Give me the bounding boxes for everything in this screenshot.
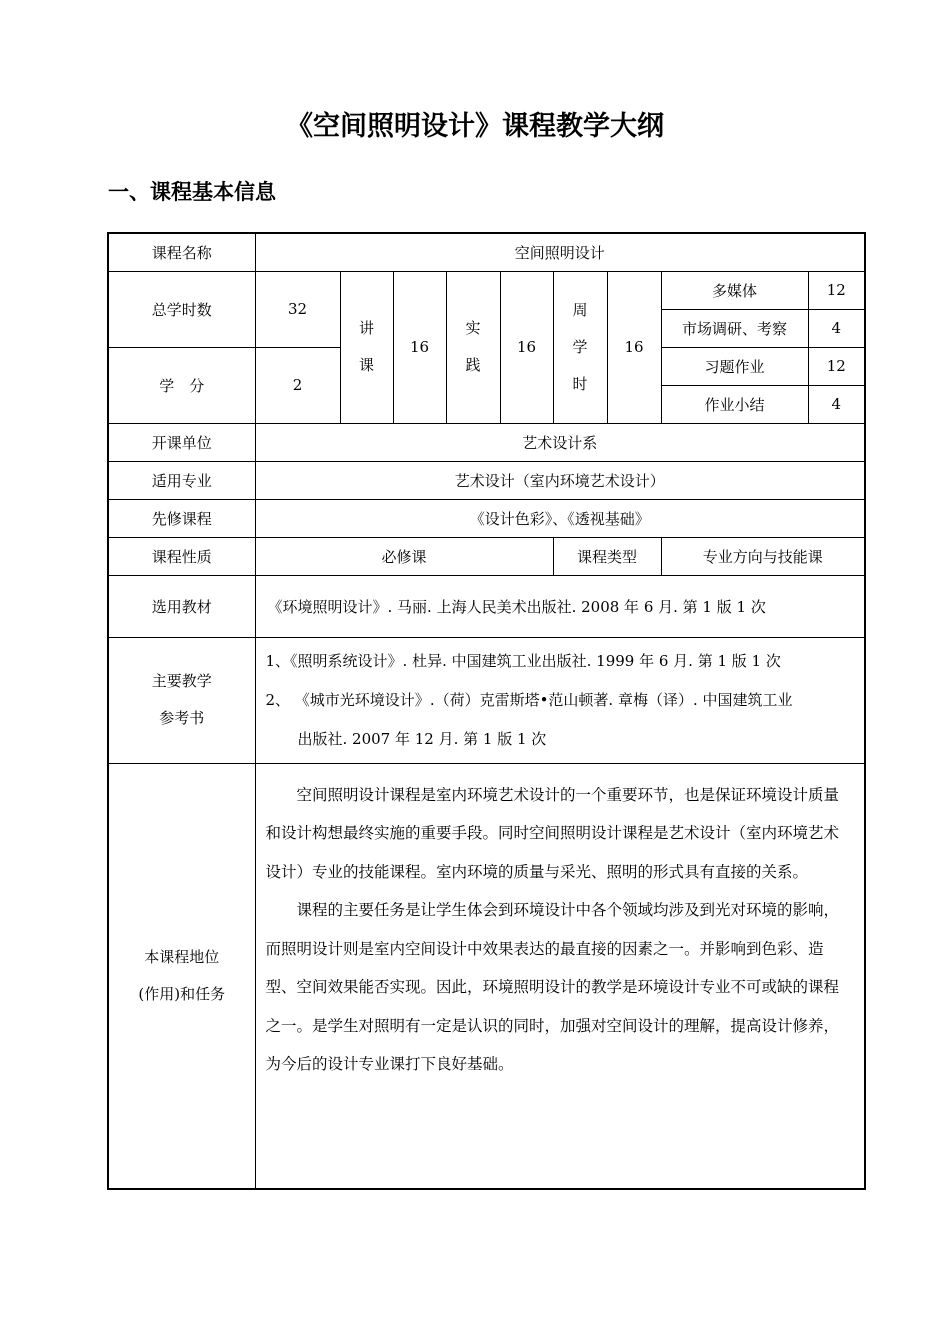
table-row <box>108 271 865 309</box>
lecture-hours: 16 <box>393 271 446 423</box>
lecture-label: 讲 课 <box>340 271 393 423</box>
total-hours-label: 总学时数 <box>108 271 255 347</box>
textbook-label: 选用教材 <box>108 575 255 637</box>
activity-hours: 4 <box>808 385 865 423</box>
role-label <box>108 763 255 1189</box>
prereq: 《设计色彩》、《透视基础》 <box>255 499 865 537</box>
table-row <box>108 233 865 271</box>
course-name: 空间照明设计 <box>255 233 865 271</box>
reference-item: 1、《照明系统设计》. 杜异. 中国建筑工业出版社. 1999 年 6 月. 第 1 版 1 次 <box>265 651 781 670</box>
major-label: 适用专业 <box>108 461 255 499</box>
activity-hours: 12 <box>808 347 865 385</box>
table-row <box>108 461 865 499</box>
table-row <box>108 499 865 537</box>
role-label-line1: 本课程地位 <box>144 947 220 966</box>
activity-name: 多媒体 <box>661 271 808 309</box>
department: 艺术设计系 <box>255 423 865 461</box>
reference-item: 2、 《城市光环境设计》.（荷）克雷斯塔•范山顿著. 章梅（译）. 中国建筑工业 <box>265 690 793 709</box>
practice-hours: 16 <box>500 271 553 423</box>
textbook: 《环境照明设计》. 马丽. 上海人民美术出版社. 2008 年 6 月. 第 1 版 1 次 <box>255 575 865 637</box>
credits: 2 <box>255 347 340 423</box>
table-row <box>108 575 865 637</box>
credits-label: 学 分 <box>108 347 255 423</box>
nature: 必修课 <box>255 537 553 575</box>
role-description <box>255 763 865 1189</box>
type: 专业方向与技能课 <box>661 537 865 575</box>
table-row <box>108 423 865 461</box>
activity-name: 市场调研、考察 <box>661 309 808 347</box>
weekly-label: 周 学 时 <box>553 271 607 423</box>
table-row <box>108 537 865 575</box>
department-label: 开课单位 <box>108 423 255 461</box>
role-label-line2: (作用)和任务 <box>138 984 226 1003</box>
practice-label: 实 践 <box>446 271 500 423</box>
type-label: 课程类型 <box>553 537 661 575</box>
activity-name: 习题作业 <box>661 347 808 385</box>
nature-label: 课程性质 <box>108 537 255 575</box>
course-name-label: 课程名称 <box>108 233 255 271</box>
prereq-label: 先修课程 <box>108 499 255 537</box>
section-heading: 一、课程基本信息 <box>108 180 276 204</box>
activity-hours: 12 <box>808 271 865 309</box>
total-hours: 32 <box>255 271 340 347</box>
role-paragraph: 空间照明设计课程是室内环境艺术设计的一个重要环节，也是保证环境设计质量和设计构想最终实施的重要手段。同时空间照明设计课程是艺术设计（室内环境艺术设计）专业的技能课程。室内环境的质量与采光、照明的形式具有直接的关系。 <box>265 785 840 881</box>
refs-label-line1: 主要教学 <box>151 672 212 690</box>
course-info-table <box>107 232 866 1190</box>
refs-label-line2: 参考书 <box>159 709 205 727</box>
major: 艺术设计（室内环境艺术设计） <box>255 461 865 499</box>
activity-hours: 4 <box>808 309 865 347</box>
reference-list <box>255 637 865 763</box>
role-paragraph: 课程的主要任务是让学生体会到环境设计中各个领域均涉及到光对环境的影响，而照明设计则是室内空间设计中效果表达的最直接的因素之一。并影响到色彩、造型、空间效果能否实现。因此，环境照明设计的教学是环境设计专业不可或缺的课程之一。是学生对照明有一定是认识的同时，加强对空间设计的理解，提高设计修养，为今后的设计专业课打下良好基础。 <box>265 901 840 1073</box>
weekly-hours: 16 <box>607 271 661 423</box>
table-row <box>108 637 865 763</box>
refs-label <box>108 637 255 763</box>
reference-item-continuation: 出版社. 2007 年 12 月. 第 1 版 1 次 <box>297 729 547 748</box>
table-row <box>108 763 865 1189</box>
document-title: 《空间照明设计》课程教学大纲 <box>286 111 664 142</box>
activity-name: 作业小结 <box>661 385 808 423</box>
